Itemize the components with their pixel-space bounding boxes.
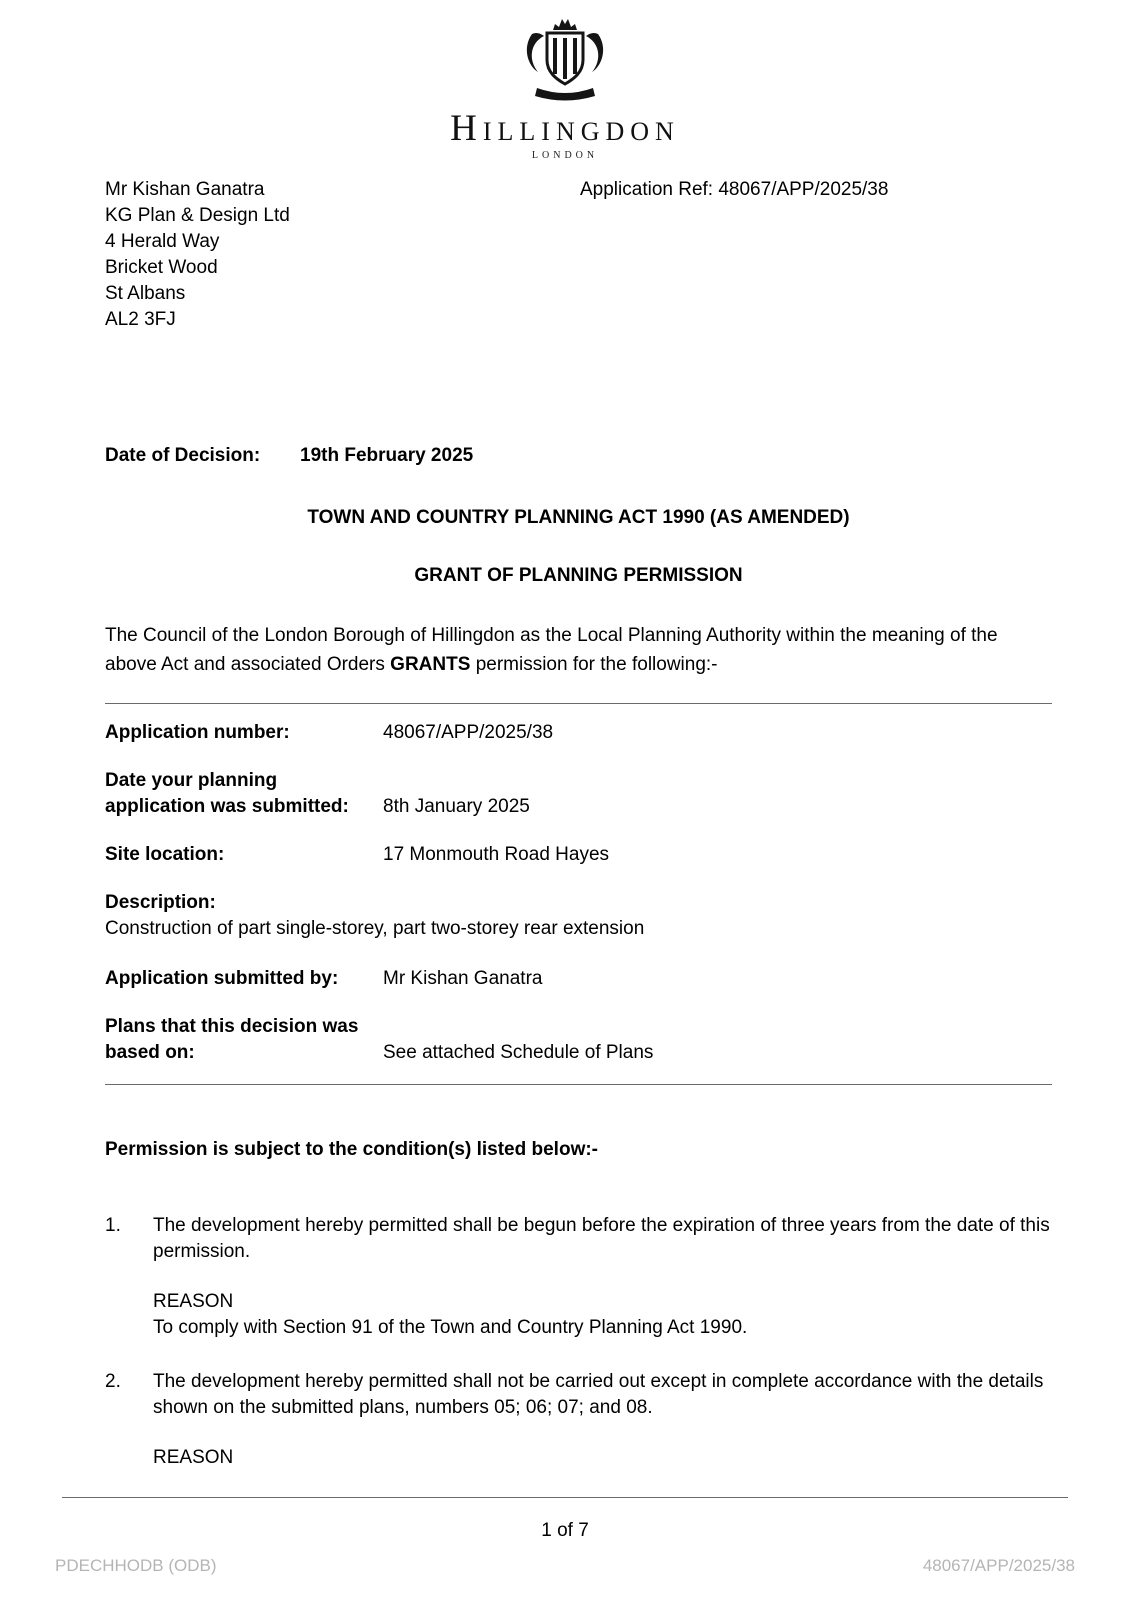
- footer-gray-row: [0, 1544, 1130, 1600]
- intro-text-after: permission for the following:-: [475, 654, 718, 675]
- addressee-line-4: Bricket Wood: [105, 257, 218, 278]
- condition-1-reason: [153, 1289, 1052, 1341]
- site-location-label: Site location:: [105, 844, 225, 865]
- description-block: [105, 890, 1052, 942]
- logo-block: [0, 16, 1130, 161]
- application-number-value: 48067/APP/2025/38: [383, 722, 554, 743]
- divider-top: [105, 703, 1052, 704]
- divider-footer: [62, 1497, 1068, 1498]
- date-of-decision-row: [105, 445, 1052, 467]
- date-submitted-row: [105, 768, 1052, 820]
- plans-label: Plans that this decision was based on:: [105, 1016, 359, 1063]
- grant-heading: GRANT OF PLANNING PERMISSION: [414, 565, 743, 586]
- submitted-by-value: Mr Kishan Ganatra: [383, 968, 543, 989]
- condition-1: [105, 1213, 1052, 1341]
- logo-wordmark: Hillingdon: [450, 108, 680, 149]
- footer-code-left: PDECHHODB (ODB): [55, 1556, 217, 1575]
- condition-1-number: 1.: [105, 1215, 121, 1236]
- hillingdon-crest-icon: [520, 16, 610, 108]
- date-of-decision-label: Date of Decision:: [105, 445, 261, 466]
- logo-subtitle: LONDON: [531, 150, 599, 161]
- condition-2-reason: [153, 1445, 1052, 1471]
- condition-1-body: [153, 1213, 1052, 1341]
- submitted-by-row: [105, 966, 1052, 992]
- condition-2-body: [153, 1369, 1052, 1471]
- footer-ref-right: 48067/APP/2025/38: [922, 1556, 1075, 1575]
- condition-2-text: The development hereby permitted shall not be carried out except in complete accordance with the details shown on the submitted plans, numbers 05; 06; 07; and 08.: [153, 1371, 1044, 1418]
- footer-page-number: 1 of 7: [541, 1520, 589, 1541]
- intro-paragraph: [105, 621, 1052, 679]
- intro-text-before: The Council of the London Borough of Hillingdon as the Local Planning Authority within the meaning of the above Act and associated Orders: [105, 625, 998, 675]
- date-of-decision-value: 19th February 2025: [300, 445, 474, 466]
- plans-row: [105, 1014, 1052, 1066]
- page-footer: [0, 1497, 1130, 1600]
- application-ref: Application Ref: 48067/APP/2025/38: [580, 179, 889, 200]
- site-location-value: 17 Monmouth Road Hayes: [383, 844, 610, 865]
- plans-value: See attached Schedule of Plans: [383, 1042, 654, 1063]
- date-submitted-label: Date your planning application was submitted:: [105, 770, 349, 817]
- condition-1-reason-text: To comply with Section 91 of the Town and Country Planning Act 1990.: [153, 1317, 748, 1338]
- description-value: Construction of part single-storey, part two-storey rear extension: [105, 918, 645, 939]
- addressee-line-6: AL2 3FJ: [105, 309, 176, 330]
- application-number-label: Application number:: [105, 722, 290, 743]
- condition-2-reason-label: REASON: [153, 1447, 234, 1468]
- addressee-block: [105, 177, 580, 333]
- addressee-line-3: 4 Herald Way: [105, 231, 220, 252]
- condition-2-number: 2.: [105, 1371, 121, 1392]
- application-number-row: [105, 720, 1052, 746]
- condition-1-text: The development hereby permitted shall be begun before the expiration of three years from the date of this permission.: [153, 1215, 1050, 1262]
- addressee-line-5: St Albans: [105, 283, 186, 304]
- intro-grants-word: GRANTS: [390, 654, 471, 675]
- act-heading: TOWN AND COUNTRY PLANNING ACT 1990 (AS AMENDED): [307, 507, 850, 528]
- condition-1-reason-label: REASON: [153, 1291, 234, 1312]
- conditions-heading: Permission is subject to the condition(s) listed below:-: [105, 1139, 598, 1160]
- divider-details-bottom: [105, 1084, 1052, 1085]
- details-section: [105, 720, 1052, 1066]
- site-location-row: [105, 842, 1052, 868]
- addressee-line-2: KG Plan & Design Ltd: [105, 205, 290, 226]
- submitted-by-label: Application submitted by:: [105, 968, 339, 989]
- date-submitted-value: 8th January 2025: [383, 796, 530, 817]
- condition-2: [105, 1369, 1052, 1471]
- addressee-line-1: Mr Kishan Ganatra: [105, 179, 265, 200]
- description-label: Description:: [105, 892, 216, 913]
- document-content: [0, 161, 1130, 1471]
- addressee-ref-row: [105, 177, 1052, 333]
